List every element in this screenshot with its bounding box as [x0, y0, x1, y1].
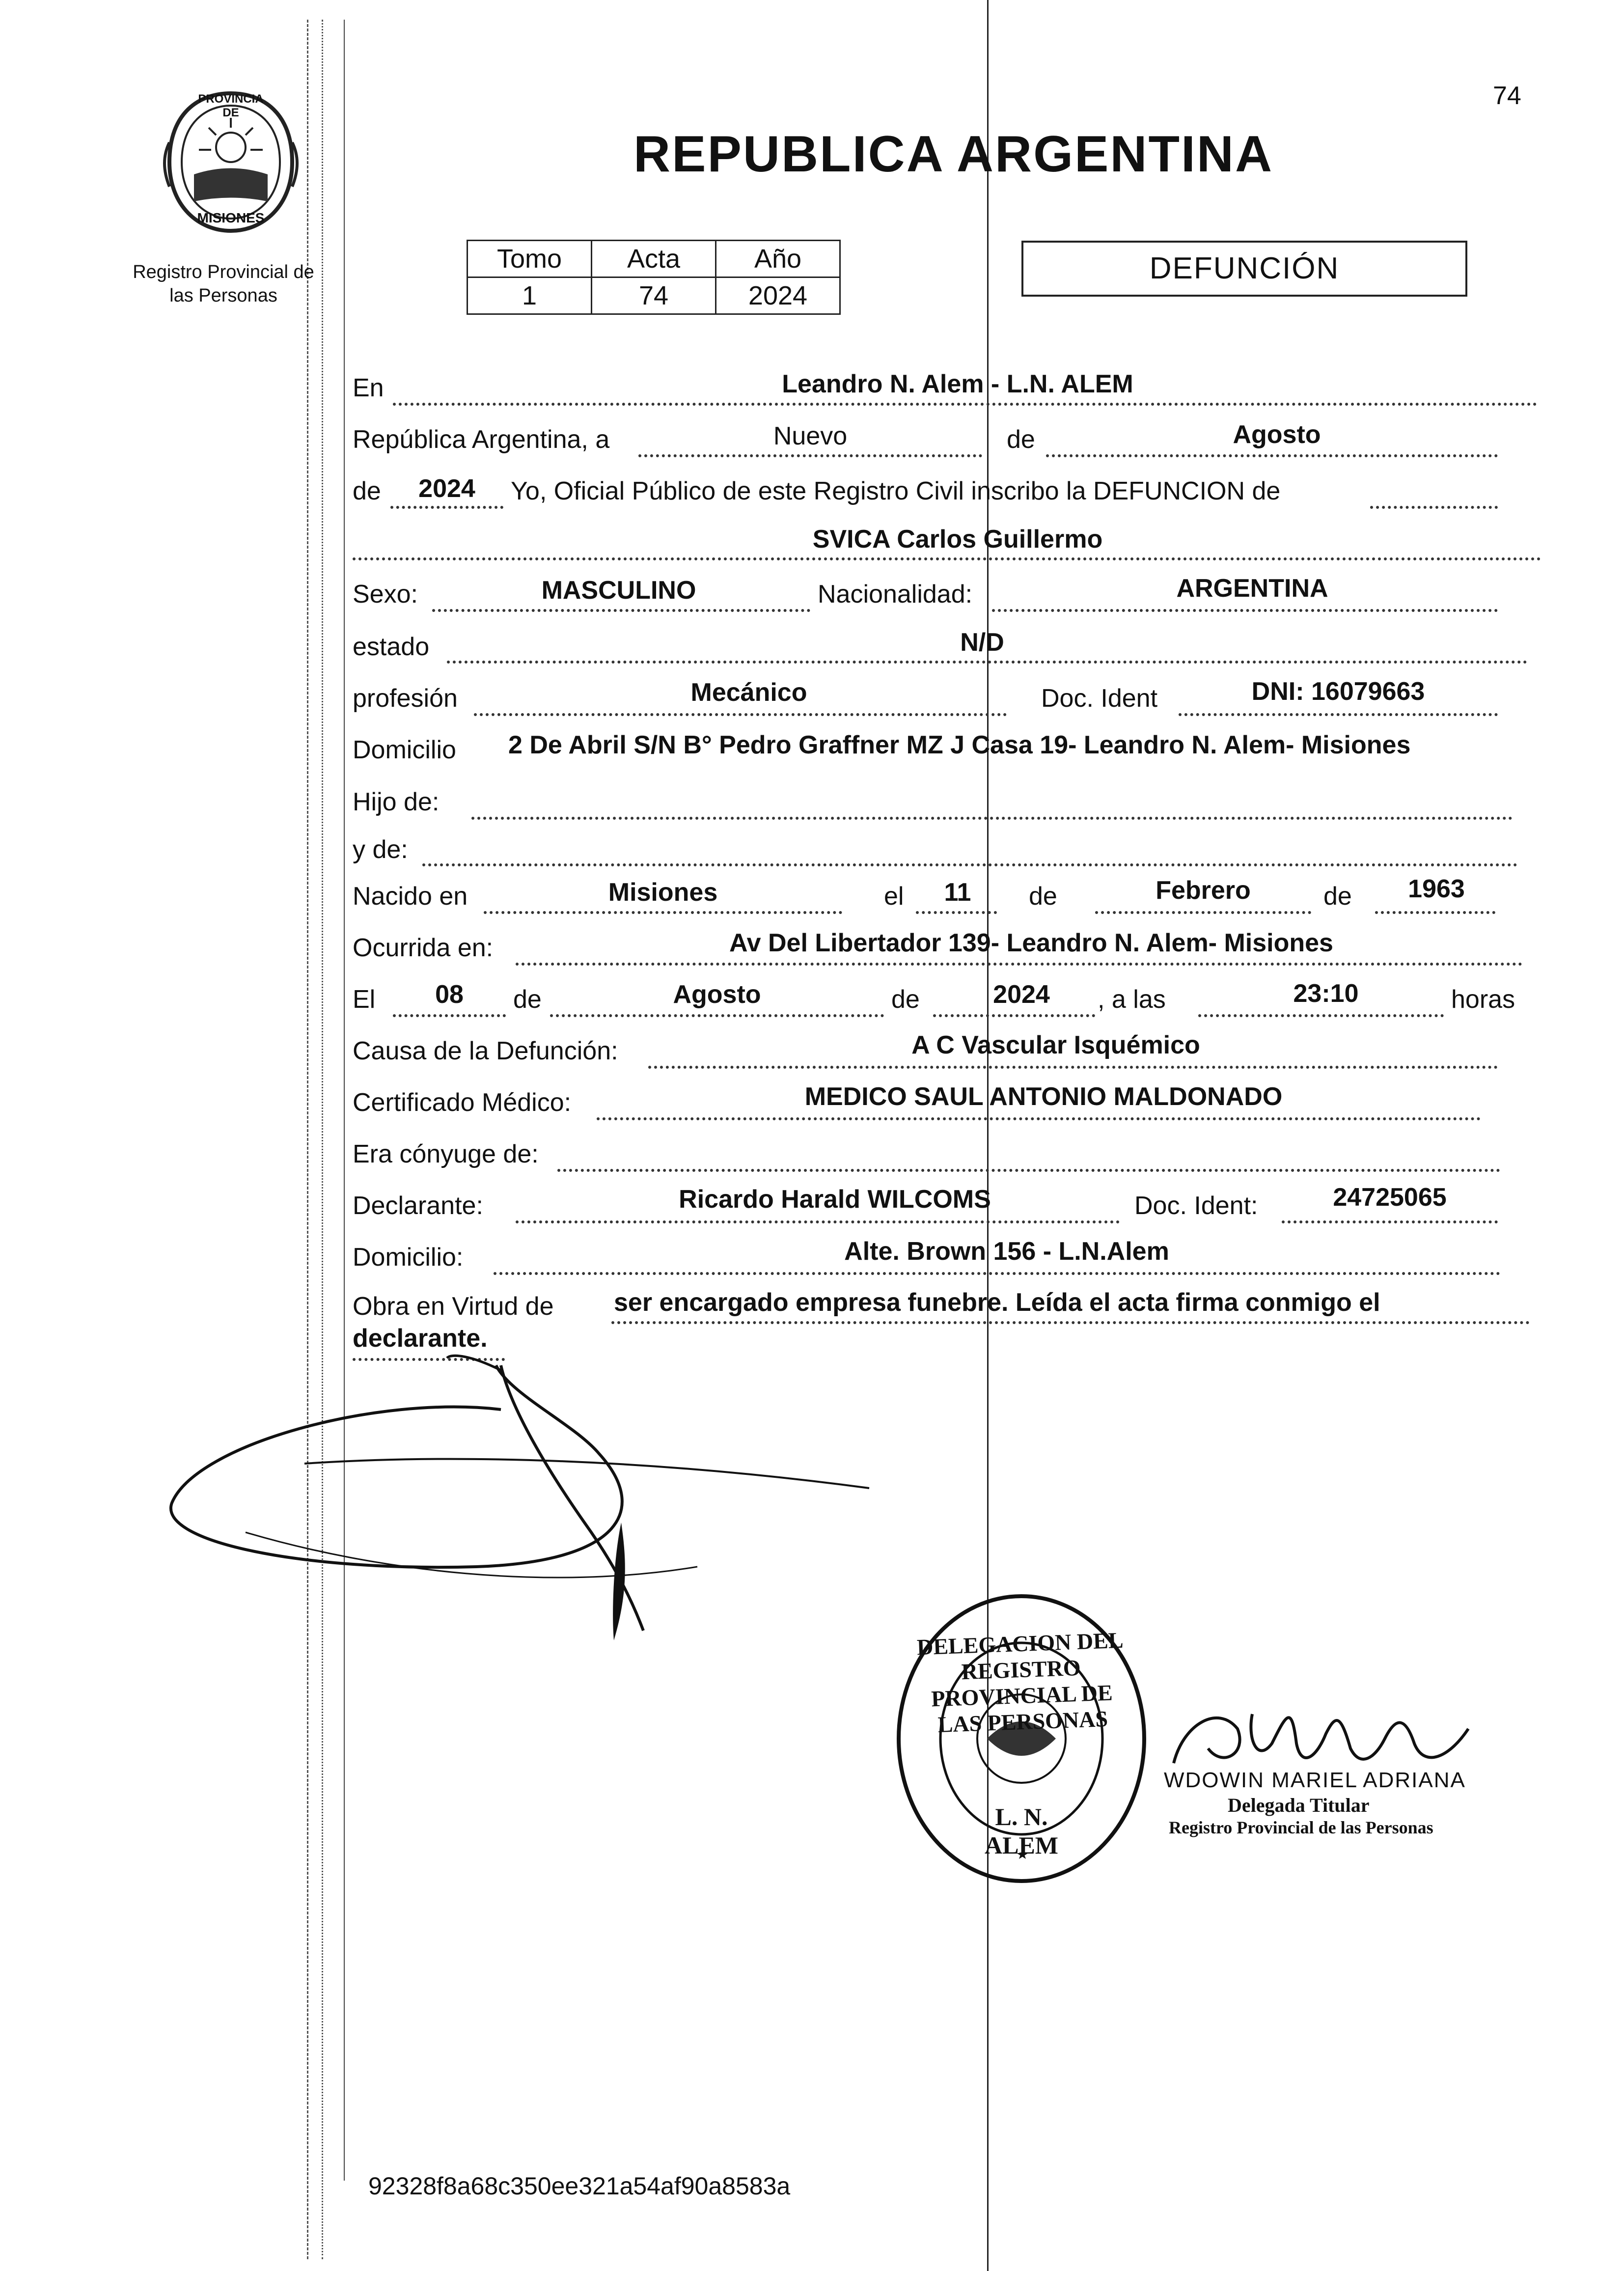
doc-ident-value: DNI: 16079663: [1251, 677, 1425, 706]
page-number: 74: [1493, 82, 1521, 110]
record-type-box: DEFUNCIÓN: [1021, 241, 1467, 297]
declarante-label: Declarante:: [353, 1191, 483, 1220]
de3-label: de: [1029, 882, 1057, 911]
obra-value-2: declarante.: [353, 1324, 488, 1353]
domicilio2-label: Domicilio:: [353, 1243, 464, 1272]
fold-line: [987, 0, 989, 2271]
value-acta: 74: [592, 277, 716, 314]
en-label: En: [353, 374, 384, 402]
obra-line-1: [611, 1321, 1530, 1324]
header-tomo: Tomo: [468, 241, 592, 277]
y-de-line: [422, 863, 1517, 866]
registry-name: Registro Provincial de las Personas: [133, 262, 314, 306]
causa-label: Causa de la Defunción:: [353, 1037, 618, 1065]
el-label: el: [884, 882, 904, 911]
year-line: [390, 506, 503, 509]
de6-label: de: [891, 985, 920, 1014]
doc-ident2-label: Doc. Ident:: [1134, 1191, 1258, 1220]
obra-label: Obra en Virtud de: [353, 1292, 554, 1321]
nacido-line: [484, 911, 842, 914]
de-label: de: [1007, 425, 1035, 454]
month-value: Agosto: [1233, 420, 1321, 449]
death-time: 23:10: [1293, 979, 1359, 1008]
causa-value: A C Vascular Isquémico: [911, 1031, 1200, 1059]
ocurrida-value: Av Del Libertador 139- Leandro N. Alem- Misiones: [729, 929, 1333, 957]
day-line: [638, 454, 982, 457]
death-year-line: [933, 1014, 1095, 1017]
nacido-value: Misiones: [608, 878, 718, 907]
horas-label: horas: [1451, 985, 1515, 1014]
official-name: WDOWIN MARIEL ADRIANA: [1164, 1768, 1466, 1792]
doc-ident2-value: 24725065: [1333, 1183, 1447, 1212]
birth-year: 1963: [1408, 875, 1465, 903]
sexo-value: MASCULINO: [541, 576, 696, 605]
name-line: [353, 557, 1541, 560]
profesion-value: Mecánico: [690, 678, 807, 707]
birth-day-line: [916, 911, 997, 914]
official-office: Registro Provincial de las Personas: [1169, 1818, 1433, 1837]
value-tomo: 1: [468, 277, 592, 314]
logo-text-top: PROVINCIA DE: [198, 92, 264, 119]
domicilio2-value: Alte. Brown 156 - L.N.Alem: [844, 1237, 1169, 1266]
document-hash: 92328f8a68c350ee321a54af90a8583a: [368, 2172, 791, 2200]
logo-text-bottom: MISIONES: [197, 210, 265, 225]
stamp-ring-text: DELEGACION DEL REGISTRO PROVINCIAL DE LAS PERSONAS: [916, 1627, 1124, 1737]
certificado-label: Certificado Médico:: [353, 1088, 572, 1117]
value-anio: 2024: [716, 277, 840, 314]
de2-label: de: [353, 477, 381, 505]
profesion-line: [474, 713, 1007, 716]
declarant-signature: [157, 1336, 894, 1778]
birth-month-line: [1095, 911, 1311, 914]
birth-day: 11: [944, 878, 971, 907]
content-margin-line: [344, 20, 345, 2181]
oficial-line: [1370, 506, 1498, 509]
el2-label: El: [353, 985, 376, 1014]
doc-ident-label: Doc. Ident: [1041, 684, 1158, 713]
record-table: [467, 240, 841, 315]
official-title: Delegada Titular: [1228, 1794, 1370, 1816]
day-value: Nuevo: [773, 422, 848, 450]
estado-value: N/D: [960, 628, 1004, 657]
ocurrida-label: Ocurrida en:: [353, 934, 494, 962]
declarante-value: Ricardo Harald WILCOMS: [679, 1185, 991, 1214]
ocurrida-line: [516, 963, 1522, 966]
delegation-stamp: [894, 1591, 1149, 1886]
causa-line: [648, 1066, 1498, 1069]
death-time-line: [1198, 1014, 1444, 1017]
death-day: 08: [435, 980, 464, 1009]
alas-label: , a las: [1098, 985, 1166, 1014]
domicilio-label: Domicilio: [353, 736, 456, 764]
margin-rule-inner: [322, 20, 323, 2259]
domicilio2-line: [494, 1272, 1500, 1275]
obra-value-1: ser encargado empresa funebre. Leída el acta firma conmigo el: [614, 1288, 1380, 1317]
margin-rule: [307, 20, 308, 2259]
death-month-line: [550, 1014, 884, 1017]
declarante-line: [516, 1220, 1120, 1223]
certificado-line: [597, 1117, 1481, 1120]
profesion-label: profesión: [353, 684, 458, 713]
death-day-line: [393, 1014, 506, 1017]
nacido-label: Nacido en: [353, 882, 468, 911]
doc-ident-line: [1179, 713, 1498, 716]
oficial-text: Yo, Oficial Público de este Registro Civil inscribo la DEFUNCION de: [511, 477, 1281, 505]
hijo-line: [471, 817, 1513, 820]
stamp-center-text: L. N. ALEM: [985, 1803, 1058, 1859]
de4-label: de: [1323, 882, 1352, 911]
domicilio-value: 2 De Abril S/N B° Pedro Graffner MZ J Casa 19- Leandro N. Alem- Misiones: [508, 731, 1411, 759]
hijo-label: Hijo de:: [353, 788, 440, 816]
nacionalidad-label: Nacionalidad:: [818, 580, 973, 609]
de5-label: de: [513, 985, 542, 1014]
birth-month: Febrero: [1156, 876, 1251, 905]
header-anio: Año: [716, 241, 840, 277]
death-month: Agosto: [673, 980, 761, 1009]
en-value: Leandro N. Alem - L.N. ALEM: [782, 370, 1133, 398]
sexo-label: Sexo:: [353, 580, 418, 609]
conyuge-line: [557, 1169, 1500, 1172]
republica-label: República Argentina, a: [353, 425, 610, 454]
conyuge-label: Era cónyuge de:: [353, 1140, 539, 1168]
misiones-seal-logo: [160, 88, 302, 236]
death-year: 2024: [993, 980, 1050, 1009]
year-value: 2024: [418, 474, 475, 503]
estado-label: estado: [353, 633, 430, 661]
document-title: REPUBLICA ARGENTINA: [633, 126, 1274, 183]
birth-year-line: [1375, 911, 1495, 914]
header-acta: Acta: [592, 241, 716, 277]
nacionalidad-value: ARGENTINA: [1176, 574, 1328, 603]
y-de-label: y de:: [353, 835, 408, 864]
certificado-value: MEDICO SAUL ANTONIO MALDONADO: [804, 1082, 1283, 1111]
nacionalidad-line: [992, 609, 1498, 612]
sexo-line: [432, 609, 810, 612]
en-line: [393, 403, 1537, 406]
estado-line: [447, 661, 1527, 664]
doc-ident2-line: [1282, 1220, 1498, 1223]
deceased-name: SVICA Carlos Guillermo: [812, 525, 1103, 554]
month-line: [1046, 454, 1498, 457]
